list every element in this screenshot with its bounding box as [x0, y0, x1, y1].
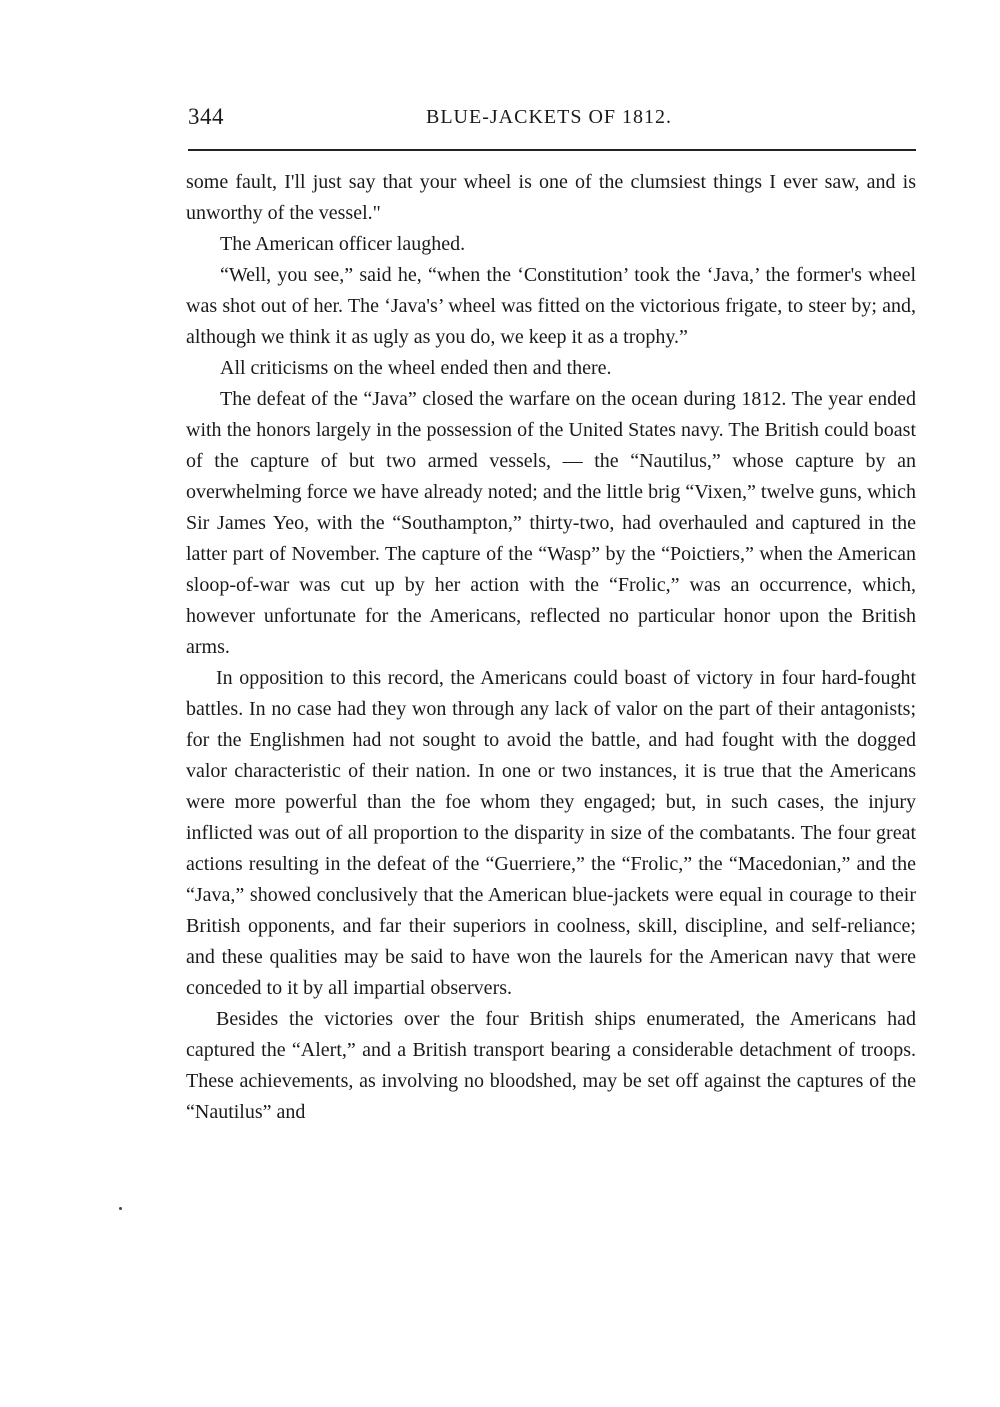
running-head [188, 104, 916, 136]
page-number: 344 [188, 104, 224, 129]
paragraph: In opposition to this record, the Americans could boast of victory in four hard-fought battles. In no case had they won through any lack of valor on the part of their antagonists; for the Englishmen had not sought to avoid the battle, and had fought with the dogged valor characteristic of their nation. In one or two instances, it is true that the Americans were more powerful than the foe whom they engaged; but, in such cases, the injury inflicted was out of all proportion to the disparity in size of the combatants. The four great actions resulting in the defeat of the “Guerriere,” the “Frolic,” the “Macedonian,” and the “Java,” showed conclusively that the American blue-jackets were equal in courage to their British opponents, and far their superiors in coolness, skill, discipline, and self-reliance; and these qualities may be said to have won the laurels for the American navy that were conceded to it by all impartial observers. [186, 667, 916, 999]
paragraph-continuation: some fault, I'll just say that your wheel is one of the clumsiest things I ever saw, and is unworthy of the vessel." [186, 171, 916, 224]
paragraph: Besides the victories over the four British ships enumerated, the Americans had captured the “Alert,” and a British transport bearing a considerable detachment of troops. These achievements, as involving no bloodshed, may be set off against the captures of the “Nautilus” and [186, 1008, 916, 1123]
margin-speck [119, 1207, 122, 1210]
paragraph: All criticisms on the wheel ended then and there. [220, 357, 612, 379]
paragraph: “Well, you see,” said he, “when the ‘Constitution’ took the ‘Java,’ the former's wheel was shot out of her. The ‘Java's’ wheel was fitted on the victorious frigate, to steer by; and, although we think it as ugly as you do, we keep it as a trophy.” [186, 264, 916, 348]
body-text [186, 167, 916, 1128]
header-rule [188, 149, 916, 151]
running-title: BLUE-JACKETS OF 1812. [426, 106, 673, 128]
paragraph: The American officer laughed. [220, 233, 466, 255]
paragraph: The defeat of the “Java” closed the warfare on the ocean during 1812. The year ended with the honors largely in the possession of the United States navy. The British could boast of the capture of but two armed vessels, — the “Nautilus,” whose capture by an overwhelming force we have already noted; and the little brig “Vixen,” twelve guns, which Sir James Yeo, with the “Southampton,” thirty-two, had overhauled and captured in the latter part of November. The capture of the “Wasp” by the “Poictiers,” when the American sloop-of-war was cut up by her action with the “Frolic,” was an occurrence, which, however unfortunate for the Americans, reflected no particular honor upon the British arms. [186, 388, 916, 658]
